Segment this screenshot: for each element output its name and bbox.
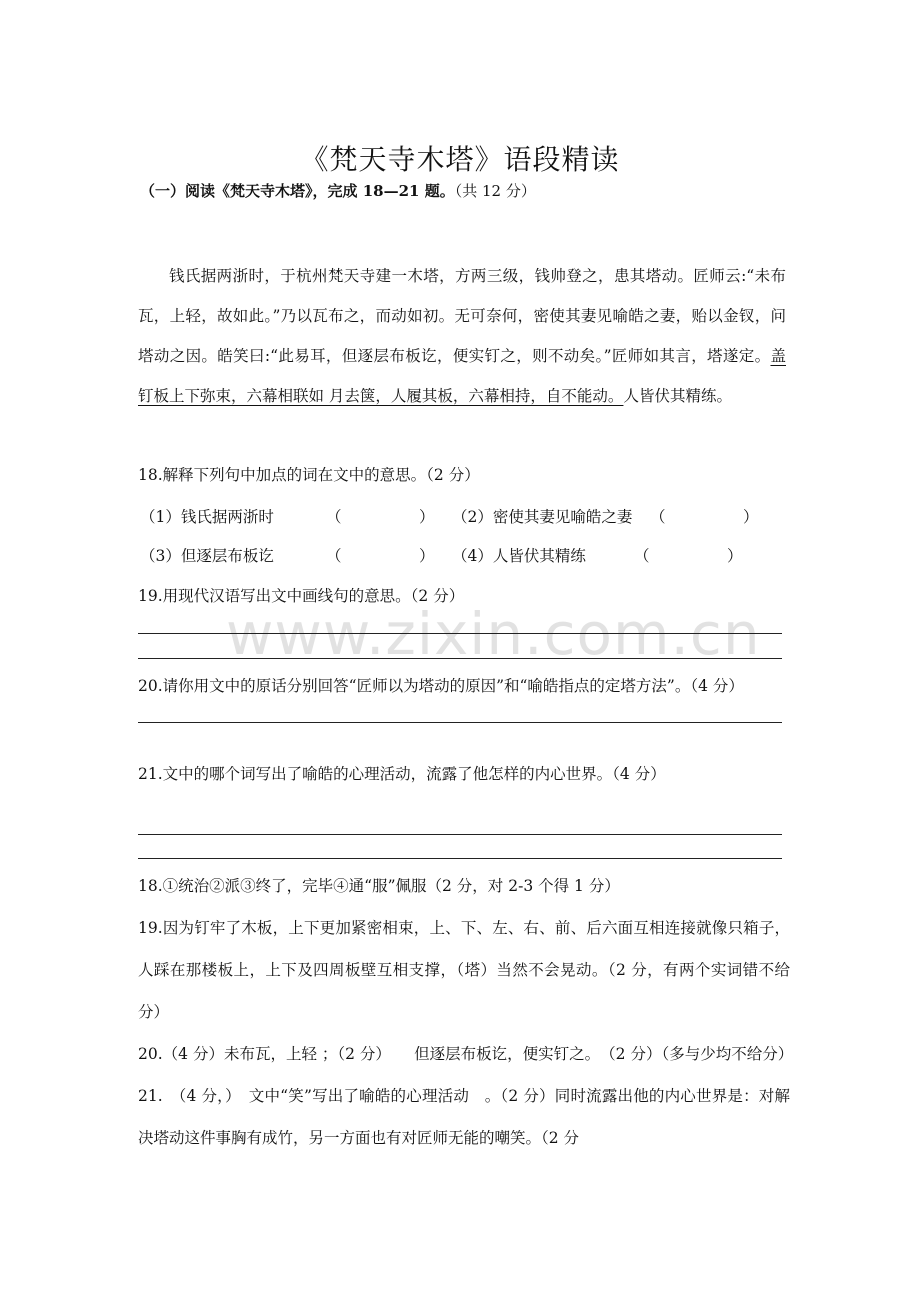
- answer-20: 20.（4 分）未布瓦，上轻 ；（2 分） 但逐层布板讫，便实钉之。 （2 分）（多与少均不给分）: [138, 1045, 794, 1063]
- passage: [138, 256, 786, 416]
- section-heading-bold: （一）阅读《梵天寺木塔》，完成 18—21 题。: [140, 182, 455, 200]
- answer-line[interactable]: [138, 858, 782, 859]
- q18-item-1-label: （1）钱氏据两浙时: [140, 508, 274, 526]
- passage-paragraph: [138, 256, 786, 416]
- answer-21: 21. （4 分，） 文中“笑”写出了喻皓的心理活动 。（2 分）同时流露出他的内心世界是：对解决塔动这件事胸有成竹，另一方面也有对匠师无能的嘲笑。（2 分: [138, 1087, 790, 1147]
- q18-item-1-blank[interactable]: （ ）: [326, 508, 435, 526]
- question-21-stem: 21.文中的哪个词写出了喻皓的心理活动，流露了他怎样的内心世界。（4 分）: [138, 765, 666, 783]
- question-18-stem: 18.解释下列句中加点的词在文中的意思。（2 分）: [138, 466, 480, 484]
- q18-item-3-blank[interactable]: （ ）: [326, 547, 435, 565]
- page-title: 《梵天寺木塔》语段精读: [300, 143, 620, 176]
- passage-underlined-sentence: 盖钉板上下弥束，六幕相联如 月去箧，人履其板，六幕相持，自不能动。: [138, 347, 786, 405]
- q18-item-2-blank[interactable]: （ ）: [650, 508, 759, 526]
- answer-line[interactable]: [138, 834, 782, 835]
- q18-item-4-blank[interactable]: （ ）: [634, 547, 743, 565]
- section-heading: [140, 180, 536, 201]
- passage-text: 钱氏据两浙时，于杭州梵天寺建一木塔，方两三级，钱帅登之，患其塔动。匠师云:“未布瓦，上轻，故如此。”乃以瓦布之，而动如初。无可奈何，密使其妻见喻皓之妻，贻以金钗，问塔动之因。皓笑曰:“此易耳，但逐层布板讫，便实钉之，则不动矣。”匠师如其言，塔遂定。: [138, 267, 786, 365]
- answer-line[interactable]: [138, 722, 782, 723]
- answer-19: 19.因为钉牢了木板，上下更加紧密相束，上、下、左、右、前、后六面互相连接就像只箱子，人踩在那楼板上，上下及四周板壁互相支撑，（塔）当然不会晃动。（2 分，有两个实词错不给分）: [138, 919, 790, 1021]
- watermark: www.zixin.com.cn: [226, 600, 761, 668]
- question-19-stem: 19.用现代汉语写出文中画线句的意思。（2 分）: [138, 587, 465, 605]
- section-heading-score: （共 12 分）: [454, 182, 536, 200]
- question-20-stem: 20.请你用文中的原话分别回答“匠师以为塔动的原因”和“喻皓指点的定塔方法”。（4 分）: [138, 677, 744, 695]
- answer-line[interactable]: [138, 658, 782, 659]
- answer-18: 18.①统治②派③终了，完毕④通“服”佩服（2 分，对 2-3 个得 1 分）: [138, 877, 620, 895]
- passage-text-end: 人皆伏其精练。: [623, 387, 732, 405]
- answer-key: [138, 865, 794, 1159]
- q18-item-3-label: （3）但逐层布板讫: [140, 547, 274, 565]
- q18-item-4-label: （4）人皆伏其精练: [452, 547, 586, 565]
- answer-line[interactable]: [138, 633, 782, 634]
- q18-item-2-label: （2）密使其妻见喻皓之妻: [452, 508, 633, 526]
